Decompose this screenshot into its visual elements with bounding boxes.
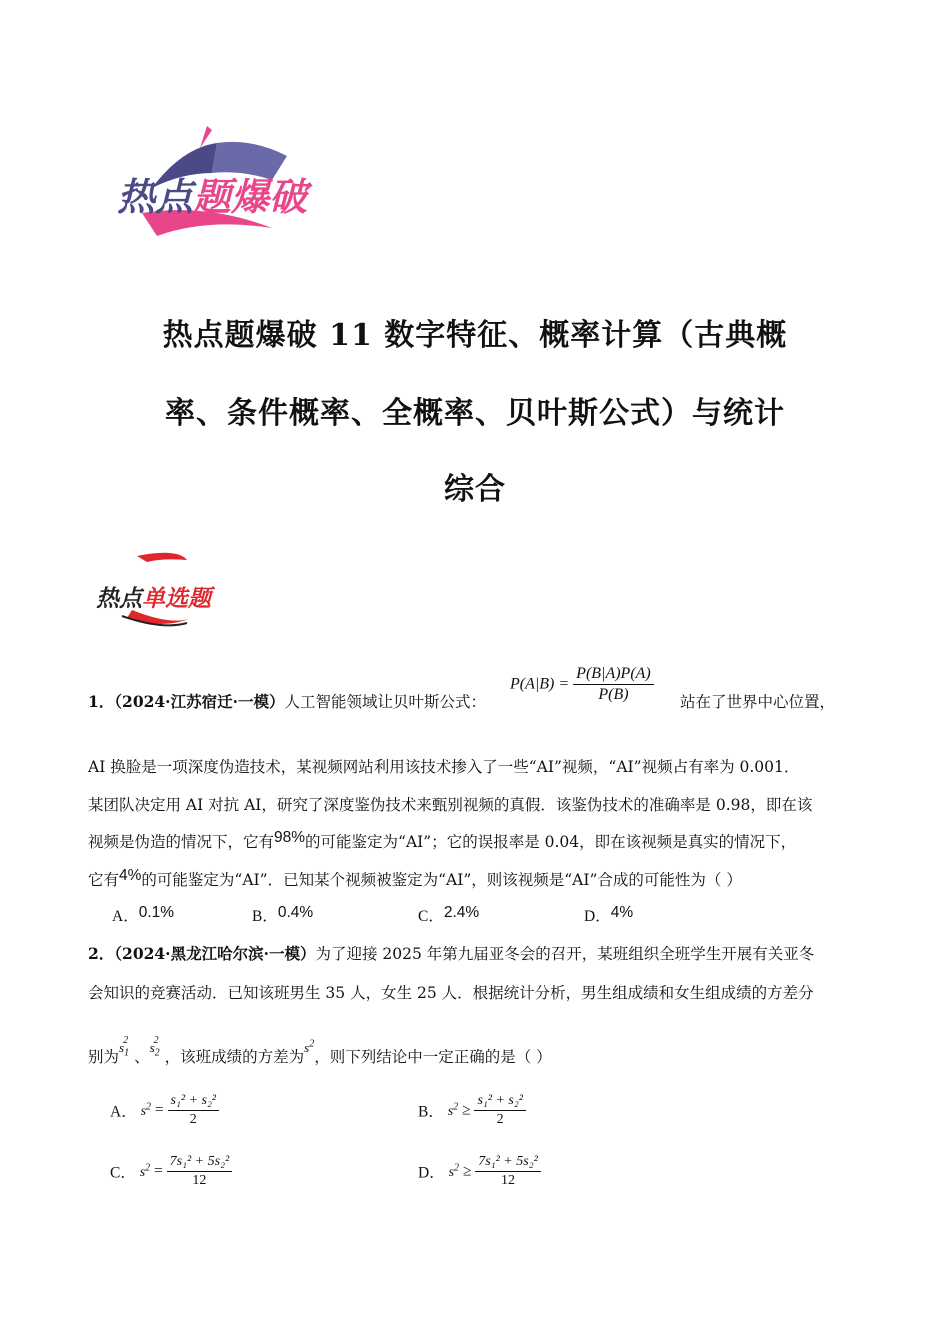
- q2-option-a-den: 2: [189, 1112, 197, 1127]
- section-text-b: 单选题: [142, 586, 211, 612]
- q1-option-c-value: 2.4%: [443, 904, 480, 921]
- section-badge-single-choice: [92, 548, 242, 630]
- q2-option-d-rel: ≥: [462, 1162, 472, 1180]
- q1-option-a-value: 0.1%: [138, 904, 175, 921]
- q2-option-b-num: s₁² + s₂²: [474, 1093, 525, 1111]
- q1-option-b-value: 0.4%: [277, 904, 314, 921]
- q1-option-a[interactable]: [112, 904, 174, 926]
- s-squared: s2: [304, 1038, 315, 1055]
- q2-option-b-den: 2: [496, 1112, 504, 1127]
- q2-line-3b: ，该班成绩的方差为: [164, 1048, 305, 1066]
- q2-option-d-fraction: [475, 1154, 540, 1189]
- q1-source: （2024·江苏宿迁·一模）: [114, 692, 285, 711]
- q1-line-4a: 视频是伪造的情况下，它有: [88, 833, 275, 851]
- bayes-formula-fraction: [573, 665, 654, 704]
- q2-line-1: [88, 942, 814, 964]
- q1-line-4b: 的可能鉴定为“AI”；它的误报率是 0.04，即在该视频是真实的情况下，: [305, 833, 797, 851]
- q1-line-2: AI 换脸是一项深度伪造技术，某视频网站利用该技术掺入了一些“AI”视频，“AI”视频占有率为 0.001．: [88, 758, 800, 776]
- bayes-formula: [510, 665, 654, 704]
- q1-option-a-label: A．: [112, 908, 139, 925]
- q2-line-1-text: 为了迎接 2025 年第九届亚冬会的召开，某班组织全班学生开展有关亚冬: [315, 945, 815, 963]
- q2-option-d-num: 7s₁² + 5s₂²: [475, 1154, 540, 1172]
- q2-option-b-rel: ≥: [462, 1101, 471, 1119]
- page-title-line-2: 率、条件概率、全概率、贝叶斯公式）与统计: [165, 396, 785, 431]
- q2-option-b-label: B．: [418, 1103, 444, 1121]
- q2-option-a-lhs: $s^2$: [140, 1101, 152, 1119]
- bayes-formula-denominator: P(B): [598, 686, 629, 703]
- q2-option-b-fraction: [474, 1093, 525, 1128]
- q2-option-d-label: D．: [418, 1164, 445, 1182]
- q2-option-a-rel: =: [154, 1101, 164, 1119]
- q1-option-d[interactable]: [584, 904, 633, 926]
- q1-line-5a: 它有: [88, 871, 120, 889]
- q2-option-c-lhs: $s^2$: [139, 1162, 151, 1180]
- q1-intro-tail: 站在了世界中心位置，: [680, 693, 836, 711]
- q1-intro: 人工智能领域让贝叶斯公式：: [284, 693, 486, 711]
- bayes-formula-numerator: P(B|A)P(A): [573, 665, 654, 685]
- s1-squared: s12: [119, 1034, 130, 1059]
- s2-squared: s22: [149, 1034, 160, 1059]
- q2-line-3: [88, 1034, 552, 1069]
- q1-option-d-label: D．: [584, 908, 611, 925]
- q1-line-3: 某团队决定用 AI 对抗 AI，研究了深度鉴伪技术来甄别视频的真假．该鉴伪技术的准确率是 0.98，即在该: [88, 796, 813, 814]
- q2-option-d-den: 12: [501, 1173, 516, 1188]
- q1-pct-98: 98%: [274, 829, 306, 846]
- q2-option-b[interactable]: [418, 1093, 526, 1128]
- q2-option-c[interactable]: [110, 1154, 232, 1189]
- q2-source: （2024·黑龙江哈尔滨·一模）: [114, 944, 316, 963]
- q2-option-b-lhs: $s^2$: [447, 1101, 459, 1119]
- q2-option-c-label: C．: [110, 1164, 136, 1182]
- q2-option-a[interactable]: [110, 1093, 219, 1128]
- q1-pct-4: 4%: [119, 867, 142, 884]
- q2-option-c-num: 7s₁² + 5s₂²: [167, 1154, 232, 1172]
- section-text-a: 热点: [96, 586, 142, 612]
- q1-number: 1．: [88, 692, 115, 711]
- q1-line-4: [88, 830, 796, 852]
- logo-text-b: 题爆破: [193, 175, 308, 219]
- page-title-line-3: 综合: [444, 472, 506, 507]
- logo-text-a: 热点: [117, 175, 194, 219]
- q1-option-d-value: 4%: [610, 904, 634, 921]
- hot-topic-logo: [112, 118, 332, 243]
- q1-line-1: [88, 690, 486, 712]
- q1-option-b-label: B．: [252, 908, 278, 925]
- comma-sep: 、: [134, 1048, 150, 1066]
- q2-option-a-label: A．: [110, 1103, 137, 1121]
- q2-option-a-num: s₁² + s₂²: [168, 1093, 219, 1111]
- q2-option-d[interactable]: [418, 1154, 541, 1189]
- q2-number: 2．: [88, 944, 115, 963]
- q2-line-2: 会知识的竞赛活动．已知该班男生 35 人，女生 25 人．根据统计分析，男生组成绩和女生组成绩的方差分: [88, 984, 814, 1002]
- q2-option-c-rel: =: [154, 1162, 163, 1180]
- q2-option-a-fraction: [168, 1093, 219, 1128]
- q2-option-c-fraction: [167, 1154, 232, 1189]
- q2-option-c-den: 12: [192, 1173, 207, 1188]
- q1-line-5: [88, 868, 742, 890]
- q2-line-3a: 别为: [88, 1048, 120, 1066]
- q1-line-5b: 的可能鉴定为“AI”．已知某个视频被鉴定为“AI”，则该视频是“AI”合成的可能性为（ ）: [141, 871, 742, 889]
- q1-option-c-label: C．: [418, 908, 444, 925]
- bayes-formula-lhs: P(A|B) =: [510, 675, 570, 693]
- q2-option-d-lhs: $s^2$: [448, 1162, 460, 1180]
- q1-option-c[interactable]: [418, 904, 479, 926]
- q2-line-3c: ，则下列结论中一定正确的是（ ）: [314, 1048, 552, 1066]
- q1-option-b[interactable]: [252, 904, 313, 926]
- page-title-line-1: 热点题爆破 11 数字特征、概率计算（古典概: [162, 318, 788, 353]
